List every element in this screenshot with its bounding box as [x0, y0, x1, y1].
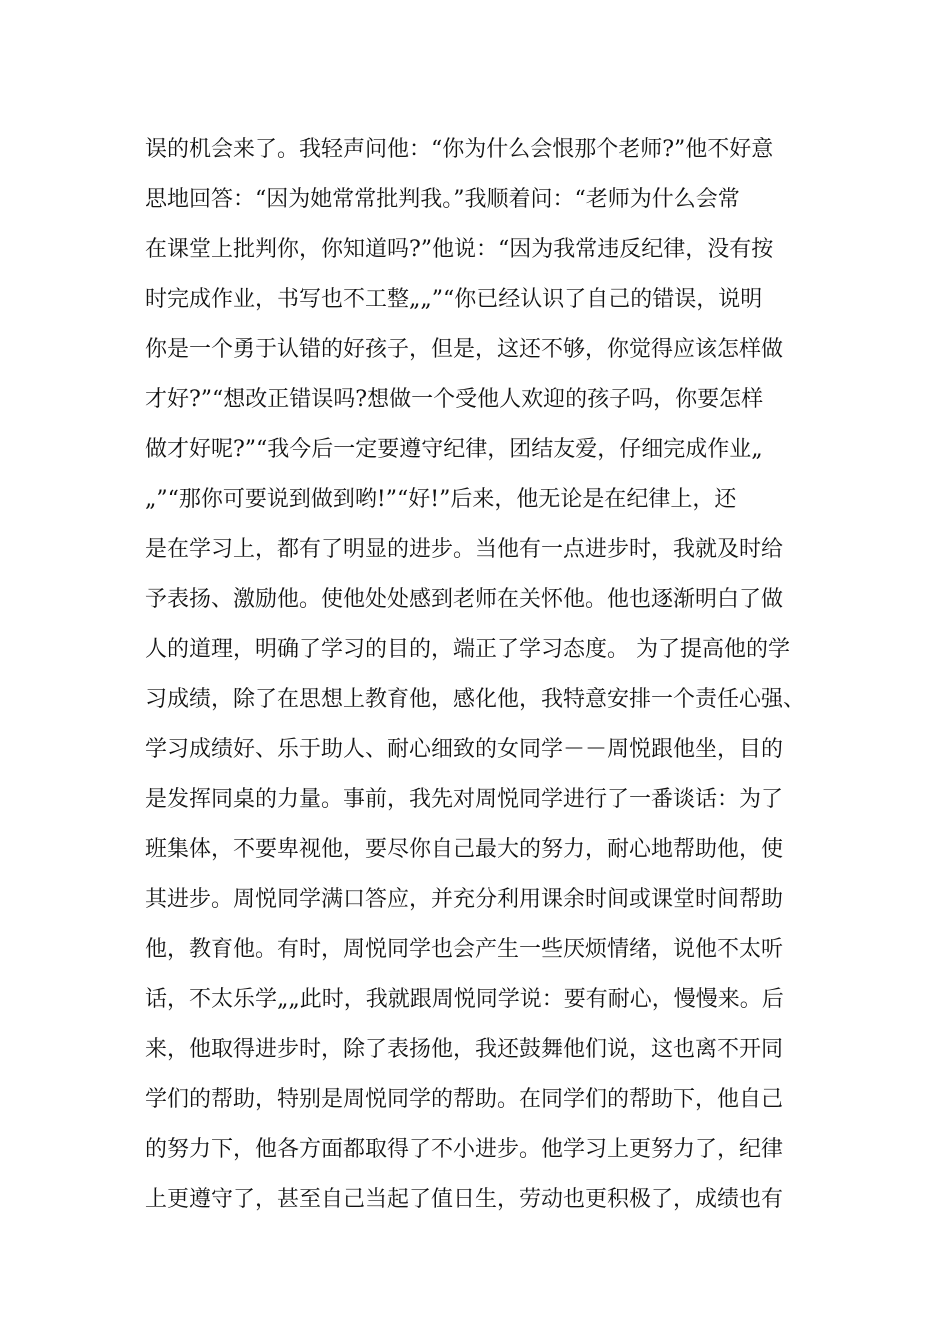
text-line: 的努力下，他各方面都取得了不小进步。他学习上更努力了，纪律	[145, 1137, 784, 1162]
text-line: 是发挥同桌的力量。事前，我先对周悦同学进行了一番谈话：为了	[145, 787, 784, 812]
text-line: 误的机会来了。我轻声问他：“你为什么会恨那个老师?”他不好意	[145, 137, 774, 162]
text-line: 人的道理，明确了学习的目的，端正了学习态度。 为了提高他的学	[145, 637, 790, 662]
text-line: 你是一个勇于认错的好孩子，但是，这还不够，你觉得应该怎样做	[145, 337, 784, 362]
text-line: „”“那你可要说到做到哟!”“好!”后来，他无论是在纪律上，还	[145, 487, 737, 512]
text-line: 时完成作业，书写也不工整„„”“你已经认识了自己的错误，说明	[145, 287, 763, 312]
text-line: 思地回答：“因为她常常批判我。”我顺着问：“老师为什么会常	[145, 187, 740, 212]
text-line: 上更遵守了，甚至自己当起了值日生，劳动也更积极了，成绩也有	[145, 1187, 784, 1212]
text-line: 班集体，不要卑视他，要尽你自己最大的努力，耐心地帮助他，使	[145, 837, 784, 862]
text-line: 是在学习上，都有了明显的进步。当他有一点进步时，我就及时给	[145, 537, 784, 562]
text-line: 才好?”“想改正错误吗?想做一个受他人欢迎的孩子吗，你要怎样	[145, 387, 764, 412]
text-line: 予表扬、激励他。使他处处感到老师在关怀他。他也逐渐明白了做	[145, 587, 784, 612]
text-line: 他，教育他。有时，周悦同学也会产生一些厌烦情绪，说他不太听	[145, 937, 784, 962]
text-line: 其进步。周悦同学满口答应，并充分利用课余时间或课堂时间帮助	[145, 887, 784, 912]
text-line: 做才好呢?”“我今后一定要遵守纪律，团结友爱，仔细完成作业„	[145, 437, 763, 462]
body-text	[145, 125, 815, 1225]
text-line: 话，不太乐学„„此时，我就跟周悦同学说：要有耐心，慢慢来。后	[145, 987, 784, 1012]
text-line: 来，他取得进步时，除了表扬他，我还鼓舞他们说，这也离不开同	[145, 1037, 784, 1062]
text-line: 习成绩，除了在思想上教育他，感化他，我特意安排一个责任心强、	[145, 687, 806, 712]
text-line: 在课堂上批判你，你知道吗?”他说：“因为我常违反纪律，没有按	[145, 237, 774, 262]
text-line: 学们的帮助，特别是周悦同学的帮助。在同学们的帮助下，他自己	[145, 1087, 784, 1112]
text-line: 学习成绩好、乐于助人、耐心细致的女同学－－周悦跟他坐，目的	[145, 737, 784, 762]
